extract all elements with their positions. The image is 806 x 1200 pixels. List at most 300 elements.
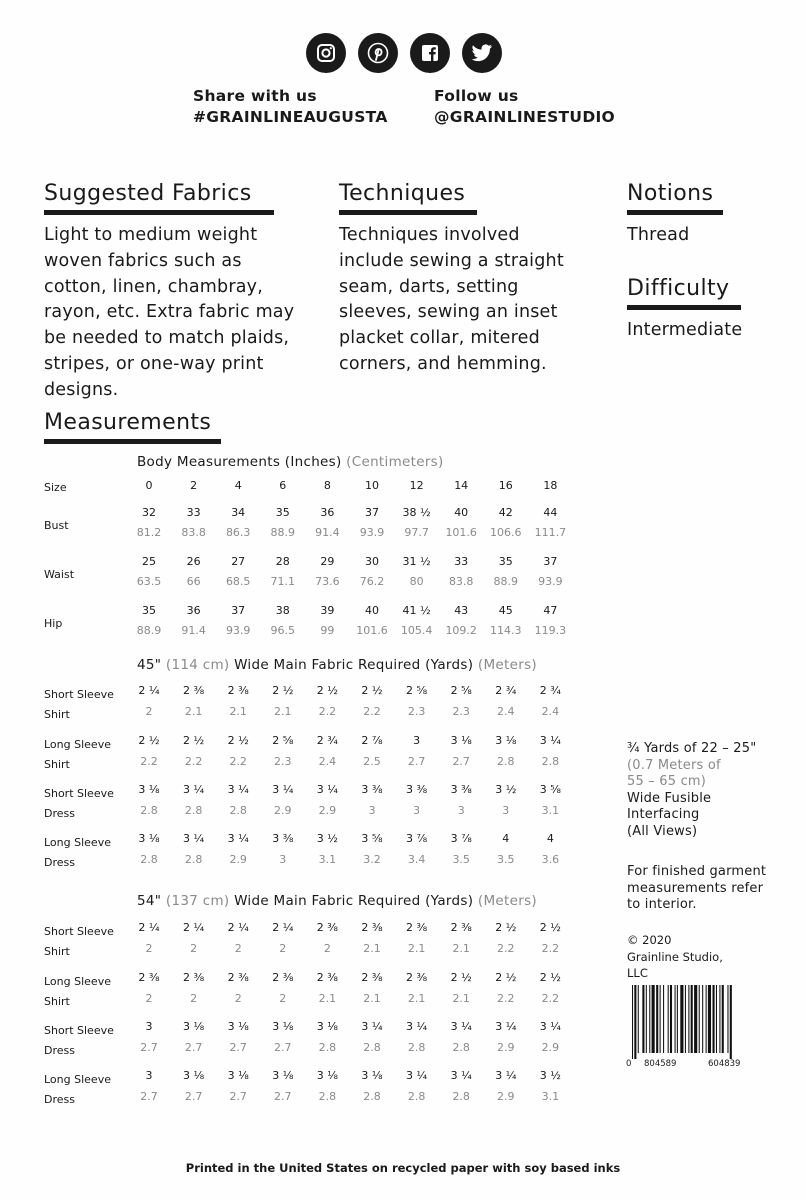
meters-cell: 2 — [323, 942, 331, 955]
barcode-bar — [722, 985, 724, 1053]
techniques-line: placket collar, mitered — [339, 328, 540, 349]
meters-cell: 2.2 — [229, 755, 247, 768]
cm-cell: 111.7 — [534, 526, 567, 539]
barcode-bar — [677, 985, 678, 1053]
yards-cell: 2 ¾ — [539, 684, 561, 697]
yards-cell: 3 ⅞ — [450, 832, 472, 845]
fabric45-title — [137, 657, 537, 673]
yards-cell: 2 ⅜ — [272, 971, 294, 984]
barcode-bar — [668, 985, 669, 1053]
meters-cell: 2.5 — [363, 755, 381, 768]
barcode-bar — [699, 985, 700, 1053]
interfacing-note — [627, 741, 787, 840]
meters-cell: 2 — [190, 942, 198, 955]
barcode-bar — [656, 985, 658, 1053]
inch-cell: 39 — [320, 604, 335, 617]
fabrics-text — [44, 223, 324, 404]
yards-cell: 2 ⅜ — [361, 971, 383, 984]
barcode-digit-left: 0 — [626, 1059, 632, 1069]
yards-cell: 2 ⅞ — [361, 734, 383, 747]
yards-cell: 2 ⅜ — [138, 971, 160, 984]
notions-heading: Notions — [627, 181, 714, 206]
yards-cell: 2 ⅝ — [450, 684, 472, 697]
meters-cell: 3 — [502, 804, 510, 817]
meters-cell: 2.1 — [363, 942, 381, 955]
fabric54-width: 54" — [137, 893, 162, 909]
barcode-digits-right: 604839 — [708, 1059, 741, 1069]
meters-cell: 2.7 — [140, 1090, 158, 1103]
interfacing-line: (All Views) — [627, 823, 698, 839]
meters-cell: 2.1 — [363, 992, 381, 1005]
inch-cell: 37 — [231, 604, 246, 617]
yards-cell: 2 ⅜ — [227, 684, 249, 697]
share-hashtag[interactable]: #GRAINLINEAUGUSTA — [193, 108, 388, 126]
cm-cell: 93.9 — [538, 575, 563, 588]
barcode — [626, 985, 776, 1073]
body-row-label: Waist — [44, 568, 75, 581]
meters-cell: 2.7 — [140, 1041, 158, 1054]
meters-cell: 2 — [145, 705, 153, 718]
share-block — [193, 86, 388, 128]
inch-cell: 42 — [498, 506, 513, 519]
inch-cell: 38 — [275, 604, 290, 617]
meters-cell: 2.4 — [497, 705, 515, 718]
barcode-bar — [632, 985, 633, 1059]
yards-cell: 3 ¼ — [495, 1069, 517, 1082]
meters-cell: 3 — [368, 804, 376, 817]
meters-cell: 2.7 — [184, 1041, 203, 1054]
yards-cell: 2 ¼ — [138, 684, 160, 697]
meters-cell: 2.8 — [541, 755, 560, 768]
inch-cell: 44 — [543, 506, 558, 519]
yards-cell: 2 ⅜ — [361, 921, 383, 934]
fabrics-line: Light to medium weight — [44, 225, 258, 245]
yards-cell: 2 ½ — [138, 734, 160, 747]
meters-cell: 2.2 — [184, 755, 203, 768]
inch-cell: 40 — [365, 604, 379, 617]
yards-cell: 3 — [145, 1020, 153, 1033]
yards-cell: 3 ¼ — [450, 1020, 472, 1033]
yards-cell: 2 ¼ — [272, 921, 294, 934]
meters-cell: 2.8 — [497, 755, 515, 768]
yards-cell: 3 ¼ — [539, 1020, 561, 1033]
inch-cell: 37 — [365, 506, 379, 519]
meters-cell: 3.5 — [452, 853, 470, 866]
body-title-alt: (Centimeters) — [346, 454, 444, 470]
inch-cell: 25 — [142, 555, 156, 568]
cm-cell: 68.5 — [225, 575, 251, 588]
cm-cell: 83.8 — [181, 526, 206, 539]
yards-cell: 2 ¼ — [227, 921, 249, 934]
inch-cell: 30 — [365, 555, 379, 568]
size-cell: 8 — [323, 479, 331, 492]
meters-cell: 3.1 — [318, 853, 337, 866]
inch-cell: 36 — [320, 506, 335, 519]
cm-cell: 97.7 — [404, 526, 429, 539]
copyright — [627, 932, 723, 982]
yards-cell: 3 ¼ — [183, 832, 205, 845]
body-row-label: Bust — [44, 519, 69, 532]
barcode-bar — [670, 985, 672, 1053]
difficulty-section — [627, 276, 741, 310]
yards-cell: 4 — [546, 832, 554, 845]
inch-cell: 40 — [454, 506, 469, 519]
cm-cell: 71.1 — [270, 575, 296, 588]
yards-cell: 3 ¼ — [272, 783, 294, 796]
interfacing-metric: (0.7 Meters of — [627, 757, 721, 773]
meters-cell: 2.8 — [184, 804, 203, 817]
garment-label: Long Sleeve — [44, 1073, 111, 1086]
inch-cell: 29 — [320, 555, 335, 568]
yards-cell: 2 ⅜ — [316, 921, 338, 934]
yards-cell: 2 ⅜ — [406, 921, 428, 934]
yards-cell: 2 ⅜ — [183, 971, 205, 984]
garment-label: Shirt — [44, 708, 70, 721]
notions-text: Thread — [627, 225, 690, 245]
meters-cell: 2.9 — [274, 804, 292, 817]
meters-cell: 2 — [279, 992, 287, 1005]
yards-cell: 3 ⅛ — [495, 734, 517, 747]
yards-cell: 2 ¼ — [138, 921, 160, 934]
inch-cell: 36 — [186, 604, 201, 617]
yards-cell: 2 ½ — [227, 734, 249, 747]
yards-cell: 2 ⅜ — [316, 971, 338, 984]
yards-cell: 3 ⅛ — [450, 734, 472, 747]
measurements-heading: Measurements — [44, 410, 212, 435]
yards-cell: 2 ½ — [361, 684, 383, 697]
cm-cell: 101.6 — [356, 624, 388, 637]
yards-cell: 3 ⅛ — [361, 1069, 383, 1082]
finished-line: to interior. — [627, 897, 697, 912]
follow-label: Follow us — [434, 87, 519, 105]
meters-cell: 3 — [413, 804, 421, 817]
garment-label: Dress — [44, 1093, 75, 1106]
barcode-bars — [626, 985, 776, 1059]
interfacing-line: ¾ Yards of 22 – 25" — [627, 741, 757, 756]
barcode-bar — [634, 985, 636, 1059]
fabrics-line: be needed to match plaids, — [44, 328, 290, 349]
meters-cell: 2.2 — [318, 705, 337, 718]
meters-cell: 2.8 — [407, 1090, 426, 1103]
cm-cell: 106.6 — [490, 526, 522, 539]
cm-cell: 96.5 — [270, 624, 296, 637]
inch-cell: 34 — [231, 506, 246, 519]
meters-cell: 2.2 — [541, 992, 560, 1005]
yards-cell: 2 ½ — [316, 684, 338, 697]
yards-cell: 2 ½ — [272, 684, 294, 697]
meters-cell: 2.7 — [274, 1090, 292, 1103]
meters-cell: 3.1 — [541, 804, 560, 817]
yards-cell: 3 ¼ — [227, 832, 249, 845]
meters-cell: 2 — [190, 992, 198, 1005]
yards-cell: 3 ⅛ — [227, 1020, 249, 1033]
yards-cell: 4 — [502, 832, 510, 845]
meters-cell: 2.8 — [318, 1090, 337, 1103]
cm-cell: 81.2 — [136, 526, 162, 539]
techniques-line: seam, darts, setting — [339, 276, 519, 297]
barcode-bar — [663, 985, 664, 1053]
barcode-bar — [713, 985, 715, 1053]
size-cell: 14 — [454, 479, 469, 492]
garment-label: Shirt — [44, 758, 70, 771]
yards-cell: 2 ⅝ — [406, 684, 428, 697]
yards-cell: 3 ⅛ — [272, 1020, 294, 1033]
cm-cell: 83.8 — [448, 575, 474, 588]
inch-cell: 41 ½ — [402, 604, 431, 617]
yards-cell: 2 ½ — [183, 734, 205, 747]
inch-cell: 47 — [543, 604, 558, 617]
difficulty-text: Intermediate — [627, 320, 743, 340]
yards-cell: 3 ⅛ — [138, 832, 160, 845]
cm-cell: 76.2 — [359, 575, 385, 588]
yards-cell: 2 ⅝ — [272, 734, 294, 747]
interfacing-metric: 55 – 65 cm) — [627, 774, 707, 789]
barcode-bar — [646, 985, 647, 1053]
yards-cell: 3 ⅛ — [272, 1069, 294, 1082]
meters-cell: 2.8 — [184, 853, 203, 866]
barcode-bar — [685, 985, 686, 1053]
yards-cell: 3 ¼ — [495, 1020, 517, 1033]
inch-cell: 32 — [142, 506, 156, 519]
meters-cell: 2.1 — [229, 705, 247, 718]
fabrics-underline — [44, 210, 274, 215]
barcode-bar — [708, 985, 711, 1053]
fabric54-desc: Wide Main Fabric Required (Yards) — [234, 893, 474, 909]
cm-cell: 88.9 — [270, 526, 296, 539]
meters-cell: 2.2 — [541, 942, 560, 955]
meters-cell: 2.8 — [452, 1090, 470, 1103]
inch-cell: 28 — [275, 555, 290, 568]
fabric45-cm: (114 cm) — [165, 657, 230, 673]
inch-cell: 35 — [275, 506, 290, 519]
cm-cell: 86.3 — [225, 526, 251, 539]
barcode-bar — [680, 985, 683, 1053]
barcode-bar — [660, 985, 661, 1053]
inch-cell: 38 ½ — [402, 506, 431, 519]
finished-line: measurements refer — [627, 880, 764, 896]
yards-cell: 3 ¼ — [406, 1020, 428, 1033]
size-cell: 16 — [498, 479, 513, 492]
inch-cell: 37 — [543, 555, 558, 568]
cm-cell: 109.2 — [445, 624, 477, 637]
fabrics-line: woven fabrics such as — [44, 250, 242, 271]
yards-cell: 3 ½ — [495, 783, 517, 796]
yards-cell: 2 ½ — [495, 971, 517, 984]
yards-cell: 3 ⅜ — [361, 783, 383, 796]
yards-cell: 2 ⅜ — [183, 684, 205, 697]
cm-cell: 114.3 — [490, 624, 522, 637]
meters-cell: 2.7 — [229, 1090, 247, 1103]
garment-label: Shirt — [44, 945, 70, 958]
fabric45-width: 45" — [137, 657, 162, 673]
yards-cell: 3 ¼ — [539, 734, 561, 747]
meters-cell: 2.1 — [452, 992, 470, 1005]
cm-cell: 119.3 — [534, 624, 567, 637]
garment-label: Long Sleeve — [44, 836, 111, 849]
measurements-section — [44, 410, 221, 444]
size-cell: 2 — [190, 479, 198, 492]
yards-cell: 2 ¼ — [183, 921, 205, 934]
meters-cell: 3.2 — [363, 853, 381, 866]
size-cell: 0 — [145, 479, 153, 492]
yards-cell: 3 ¼ — [406, 1069, 428, 1082]
meters-cell: 2.9 — [318, 804, 337, 817]
meters-cell: 2.4 — [318, 755, 337, 768]
meters-cell: 2.2 — [363, 705, 381, 718]
techniques-line: corners, and hemming. — [339, 353, 547, 374]
instagram-icon[interactable] — [306, 33, 346, 73]
measurements-underline — [44, 439, 221, 444]
meters-cell: 2.7 — [452, 755, 470, 768]
fabric45-unit: (Meters) — [477, 657, 537, 673]
twitter-icon[interactable] — [462, 33, 502, 73]
copyright-line: Grainline Studio, — [627, 949, 723, 964]
barcode-bar — [702, 985, 703, 1053]
cm-cell: 91.4 — [315, 526, 340, 539]
meters-cell: 2.8 — [407, 1041, 426, 1054]
meters-cell: 3 — [457, 804, 465, 817]
pinterest-icon[interactable] — [358, 33, 398, 73]
yards-cell: 3 ⅛ — [316, 1069, 338, 1082]
meters-cell: 2.3 — [407, 705, 426, 718]
meters-cell: 2.3 — [452, 705, 470, 718]
yards-cell: 3 ¼ — [183, 783, 205, 796]
yards-cell: 3 ⅛ — [316, 1020, 338, 1033]
meters-cell: 3.4 — [407, 853, 426, 866]
techniques-underline — [339, 210, 477, 215]
garment-label: Dress — [44, 856, 75, 869]
footer-note: Printed in the United States on recycled paper with soy based inks — [185, 1161, 621, 1175]
yards-cell: 3 ⅛ — [138, 783, 160, 796]
yards-cell: 3 — [145, 1069, 153, 1082]
yards-cell: 2 ⅜ — [450, 921, 472, 934]
follow-handle[interactable]: @GRAINLINESTUDIO — [434, 108, 616, 126]
meters-cell: 2.9 — [541, 1041, 560, 1054]
yards-cell: 3 ¼ — [316, 783, 338, 796]
yards-cell: 2 ½ — [495, 921, 517, 934]
barcode-bar — [691, 985, 693, 1053]
cm-cell: 93.9 — [359, 526, 385, 539]
facebook-icon[interactable] — [410, 33, 450, 73]
size-cell: 18 — [543, 479, 558, 492]
meters-cell: 2.2 — [497, 942, 515, 955]
yards-cell: 3 ½ — [316, 832, 338, 845]
interfacing-line: Interfacing — [627, 807, 700, 822]
meters-cell: 2 — [279, 942, 287, 955]
garment-label: Shirt — [44, 995, 70, 1008]
yards-cell: 3 ⅝ — [361, 832, 383, 845]
meters-cell: 2.1 — [274, 705, 292, 718]
meters-cell: 2.7 — [184, 1090, 203, 1103]
meters-cell: 2.8 — [229, 804, 247, 817]
cm-cell: 88.9 — [136, 624, 162, 637]
cm-cell: 88.9 — [493, 575, 519, 588]
cm-cell: 91.4 — [181, 624, 206, 637]
meters-cell: 2.8 — [363, 1041, 381, 1054]
meters-cell: 3.5 — [497, 853, 515, 866]
inch-cell: 33 — [454, 555, 469, 568]
barcode-bar — [652, 985, 655, 1053]
fabric54-title — [137, 893, 537, 909]
meters-cell: 2 — [234, 942, 242, 955]
meters-cell: 2.1 — [184, 705, 203, 718]
garment-label: Long Sleeve — [44, 738, 111, 751]
garment-label: Long Sleeve — [44, 975, 111, 988]
meters-cell: 2.8 — [140, 804, 158, 817]
fabrics-line: rayon, etc. Extra fabric may — [44, 302, 295, 323]
yards-cell: 3 ⅛ — [183, 1069, 205, 1082]
notions-underline — [627, 210, 723, 215]
garment-label: Short Sleeve — [44, 688, 114, 701]
meters-cell: 2.9 — [497, 1041, 515, 1054]
social-icons — [306, 33, 502, 73]
cm-cell: 105.4 — [400, 624, 433, 637]
meters-cell: 2.7 — [229, 1041, 247, 1054]
finished-note — [627, 864, 797, 914]
fabrics-section — [44, 181, 274, 215]
yards-cell: 3 ⅜ — [272, 832, 294, 845]
garment-label: Dress — [44, 1044, 75, 1057]
techniques-section — [339, 181, 477, 215]
garment-label: Short Sleeve — [44, 1024, 114, 1037]
inch-cell: 27 — [231, 555, 246, 568]
techniques-line: Techniques involved — [339, 225, 520, 245]
barcode-bar — [694, 985, 697, 1053]
meters-cell: 2.9 — [497, 1090, 515, 1103]
meters-cell: 2.9 — [229, 853, 247, 866]
fabrics-heading: Suggested Fabrics — [44, 181, 252, 206]
cm-cell: 99 — [320, 624, 335, 637]
meters-cell: 2.4 — [541, 705, 560, 718]
body-table-title — [137, 454, 444, 470]
meters-cell: 2.7 — [407, 755, 426, 768]
barcode-bar — [642, 985, 644, 1053]
yards-cell: 2 ¾ — [495, 684, 517, 697]
yards-cell: 2 ½ — [450, 971, 472, 984]
meters-cell: 2.7 — [274, 1041, 292, 1054]
yards-cell: 3 ⅝ — [539, 783, 561, 796]
meters-cell: 2.1 — [452, 942, 470, 955]
meters-cell: 3.6 — [541, 853, 560, 866]
yards-cell: 2 ½ — [539, 921, 561, 934]
meters-cell: 2 — [234, 992, 242, 1005]
cm-cell: 63.5 — [136, 575, 162, 588]
meters-cell: 2.1 — [407, 992, 426, 1005]
yards-cell: 3 — [413, 734, 421, 747]
barcode-bar — [638, 985, 639, 1053]
yards-cell: 3 ⅛ — [183, 1020, 205, 1033]
barcode-bar — [706, 985, 707, 1053]
yards-cell: 3 ¼ — [450, 1069, 472, 1082]
barcode-bar — [675, 985, 676, 1053]
yards-cell: 3 ⅜ — [406, 783, 428, 796]
meters-cell: 2.2 — [497, 992, 515, 1005]
body-row-label: Hip — [44, 617, 63, 630]
barcode-digits-mid: 804589 — [644, 1059, 677, 1069]
notions-section — [627, 181, 723, 215]
size-cell: 6 — [279, 479, 287, 492]
inch-cell: 35 — [498, 555, 513, 568]
meters-cell: 3 — [279, 853, 287, 866]
meters-cell: 2.3 — [274, 755, 292, 768]
finished-line: For finished garment — [627, 864, 767, 879]
difficulty-underline — [627, 305, 741, 310]
meters-cell: 2.8 — [452, 1041, 470, 1054]
garment-label: Dress — [44, 807, 75, 820]
meters-cell: 2.1 — [318, 992, 337, 1005]
meters-cell: 3.1 — [541, 1090, 560, 1103]
yards-cell: 3 ¼ — [227, 783, 249, 796]
